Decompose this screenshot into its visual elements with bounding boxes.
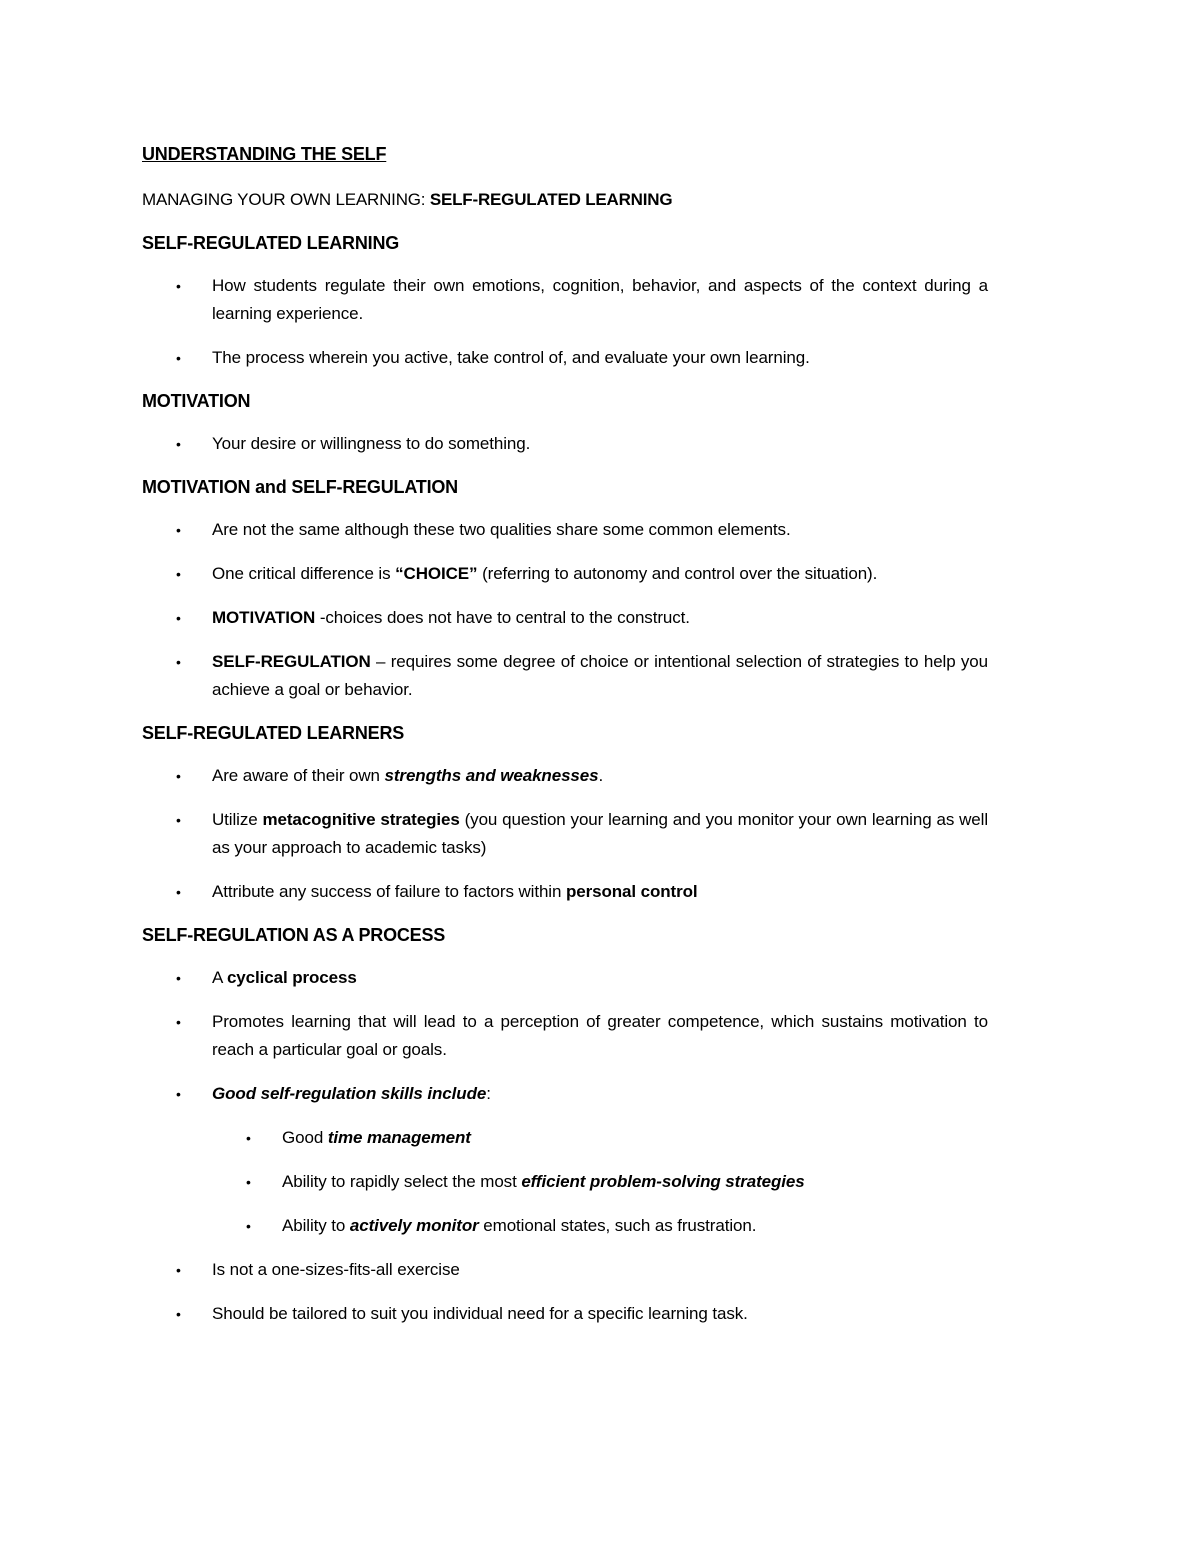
bullet-icon: • — [176, 522, 181, 538]
list-item: • Should be tailored to suit you individual need for a specific learning task. — [142, 1300, 988, 1328]
heading-self-regulated-learning: SELF-REGULATED LEARNING — [142, 233, 400, 253]
list-item: • Are aware of their own strengths and weaknesses. — [142, 762, 988, 790]
heading-self-regulated-learners: SELF-REGULATED LEARNERS — [142, 723, 405, 743]
bullet-icon: • — [176, 436, 181, 452]
list-item: • How students regulate their own emotions, cognition, behavior, and aspects of the context during a learning experience. — [142, 272, 988, 328]
bullet-icon: • — [176, 1262, 181, 1278]
bullet-icon: • — [176, 654, 181, 670]
bullet-icon: • — [176, 812, 181, 828]
list-item: • Attribute any success of failure to factors within personal control — [142, 878, 988, 906]
bullet-icon: • — [176, 566, 181, 582]
bullet-icon: • — [246, 1174, 251, 1190]
list-self-regulated-learners — [142, 762, 1058, 906]
list-motivation-and-self-regulation — [142, 516, 1058, 704]
bullet-icon: • — [176, 350, 181, 366]
list-motivation — [142, 430, 1058, 458]
list-item: • Promotes learning that will lead to a perception of greater competence, which sustains motivation to reach a particular goal or goals. — [142, 1008, 988, 1064]
subtitle-prefix: MANAGING YOUR OWN LEARNING: — [142, 190, 430, 209]
bullet-icon: • — [176, 1306, 181, 1322]
heading-motivation: MOTIVATION — [142, 391, 251, 411]
list-item: • Good time management — [212, 1124, 988, 1152]
bullet-icon: • — [176, 970, 181, 986]
document-subtitle — [142, 187, 1058, 213]
bullet-icon: • — [246, 1218, 251, 1234]
list-item: • Are not the same although these two qualities share some common elements. — [142, 516, 988, 544]
list-item: • Your desire or willingness to do something. — [142, 430, 988, 458]
bullet-icon: • — [176, 1014, 181, 1030]
list-item: • A cyclical process — [142, 964, 988, 992]
list-item: • Ability to actively monitor emotional states, such as frustration. — [212, 1212, 988, 1240]
list-item: • The process wherein you active, take control of, and evaluate your own learning. — [142, 344, 988, 372]
list-item: • One critical difference is “CHOICE” (referring to autonomy and control over the situation). — [142, 560, 988, 588]
bullet-icon: • — [176, 610, 181, 626]
bullet-icon: • — [176, 768, 181, 784]
heading-self-regulation-as-a-process: SELF-REGULATION AS A PROCESS — [142, 925, 446, 945]
document-title: UNDERSTANDING THE SELF — [142, 144, 387, 164]
bullet-icon: • — [176, 884, 181, 900]
bullet-icon: • — [246, 1130, 251, 1146]
sublist-skills — [212, 1124, 988, 1240]
list-item: • Utilize metacognitive strategies (you question your learning and you monitor your own learning as well as your approach to academic tasks) — [142, 806, 988, 862]
list-self-regulated-learning — [142, 272, 1058, 372]
bullet-icon: • — [176, 1086, 181, 1102]
list-item: • MOTIVATION -choices does not have to central to the construct. — [142, 604, 988, 632]
heading-motivation-and-self-regulation: MOTIVATION and SELF-REGULATION — [142, 477, 458, 497]
list-item: • Ability to rapidly select the most efficient problem-solving strategies — [212, 1168, 988, 1196]
bullet-icon: • — [176, 278, 181, 294]
subtitle-bold: SELF-REGULATED LEARNING — [429, 190, 673, 209]
list-self-regulation-as-a-process — [142, 964, 1058, 1328]
list-item: • Is not a one-sizes-fits-all exercise — [142, 1256, 988, 1284]
list-item: • Good self-regulation skills include: • Good time management • Ability to rapidly select the most efficient problem-solving strategies • Ability to actively monitor emotional states, such as frustration. — [142, 1080, 988, 1240]
list-item: • SELF-REGULATION – requires some degree of choice or intentional selection of strategies to help you achieve a goal or behavior. — [142, 648, 988, 704]
